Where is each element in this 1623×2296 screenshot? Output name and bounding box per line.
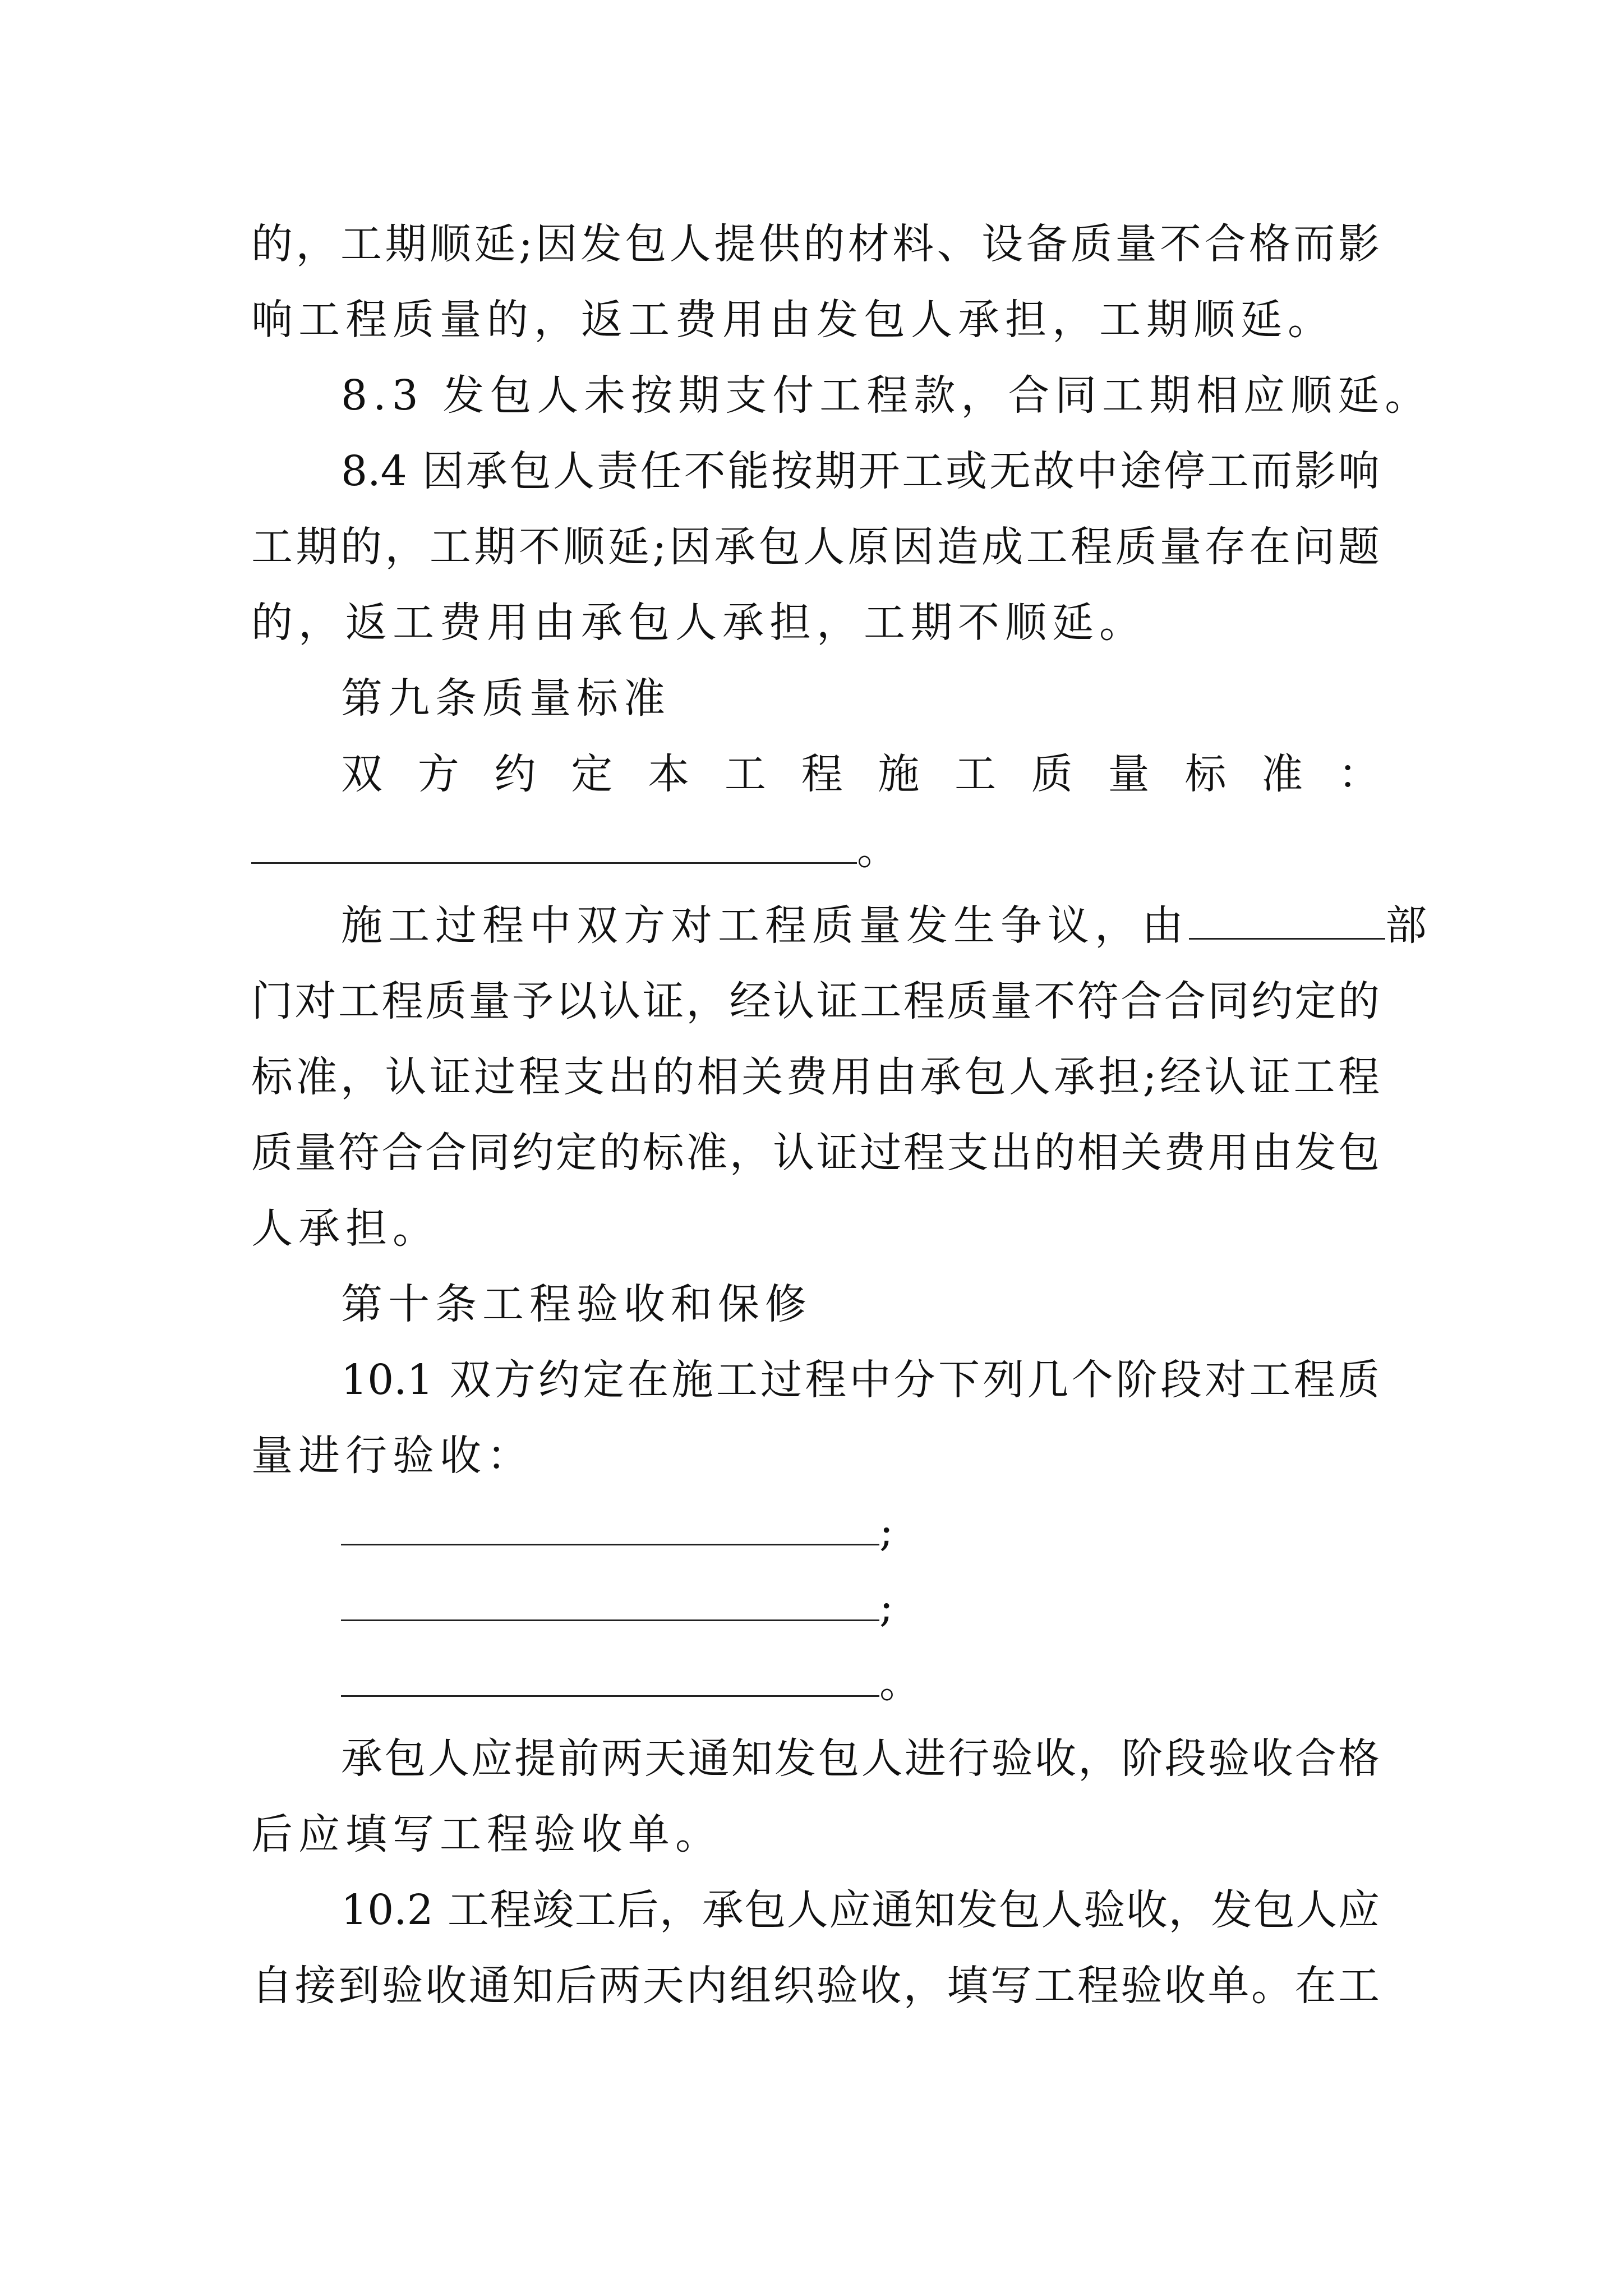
- clause-10-1: 10.1 双方约定在施工过程中分下列几个阶段对工程质: [341, 1356, 1380, 1404]
- punctuation: 。: [879, 1659, 926, 1707]
- stage-blank-line-2: [251, 1579, 1380, 1635]
- paragraph-line: 工期的，工期不顺延;因承包人原因造成工程质量存在问题: [251, 523, 1380, 571]
- stage-blank-line-3: [251, 1655, 1380, 1711]
- paragraph-line: 量进行验收：: [251, 1432, 534, 1480]
- document-page: [251, 0, 1432, 2296]
- paragraph-line: 承包人应提前两天通知发包人进行验收，阶段验收合格: [341, 1734, 1380, 1783]
- stage-blank-line-1: [251, 1503, 1380, 1559]
- paragraph-line: 后应填写工程验收单。: [251, 1810, 722, 1858]
- fill-in-blank[interactable]: [341, 1580, 879, 1621]
- fill-in-blank[interactable]: [251, 823, 857, 864]
- quality-standard-line: 双 方 约 定 本 工 程 施 工 质 量 标 准 ：: [341, 750, 1380, 798]
- clause-8-4: 8.4 因承包人责任不能按期开工或无故中途停工而影响: [341, 447, 1380, 495]
- punctuation: ;: [879, 1583, 899, 1631]
- paragraph-line: 响工程质量的，返工费用由发包人承担，工期顺延。: [251, 296, 1335, 344]
- clause-10-2: 10.2 工程竣工后，承包人应通知发包人验收，发包人应: [341, 1886, 1380, 1934]
- fill-in-blank[interactable]: [1189, 899, 1385, 940]
- paragraph-line: 门对工程质量予以认证，经认证工程质量不符合合同约定的: [251, 977, 1380, 1025]
- article-9-heading: 第九条质量标准: [341, 674, 671, 723]
- paragraph-line: 的，返工费用由承包人承担，工期不顺延。: [251, 599, 1146, 647]
- clause-8-3: 8.3 发包人未按期支付工程款，合同工期相应顺延。: [341, 371, 1432, 420]
- dispute-text: 施工过程中双方对工程质量发生争议，由: [341, 901, 1189, 950]
- paragraph-line: 人承担。: [251, 1204, 440, 1253]
- paragraph-line: 标准，认证过程支出的相关费用由承包人承担;经认证工程: [251, 1053, 1380, 1101]
- paragraph-line: 质量符合合同约定的标准，认证过程支出的相关费用由发包: [251, 1129, 1380, 1177]
- article-10-heading: 第十条工程验收和保修: [341, 1280, 812, 1328]
- paragraph-line: 的，工期顺延;因发包人提供的材料、设备质量不合格而影: [251, 220, 1380, 268]
- punctuation: 。: [857, 826, 904, 874]
- punctuation: ;: [879, 1507, 899, 1556]
- paragraph-line: 自接到验收通知后两天内组织验收，填写工程验收单。在工: [251, 1962, 1380, 2010]
- quality-standard-blank-line: [251, 822, 1380, 878]
- fill-in-blank[interactable]: [341, 1656, 879, 1697]
- dispute-text-tail: 部: [1385, 901, 1432, 950]
- fill-in-blank[interactable]: [341, 1504, 879, 1545]
- dispute-line: [251, 898, 1432, 954]
